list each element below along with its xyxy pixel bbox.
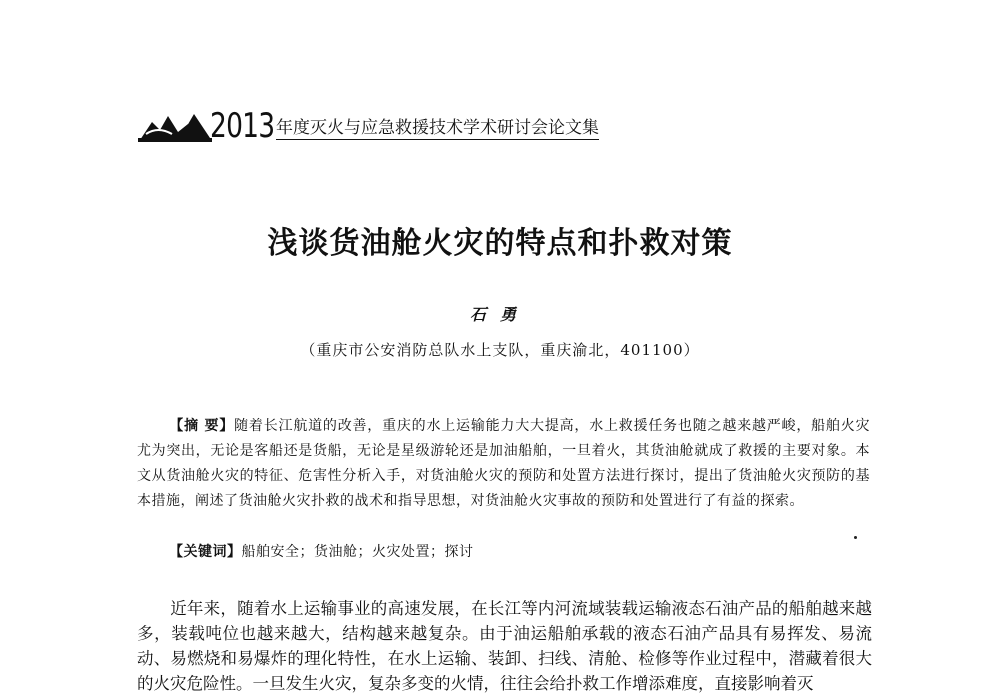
header-year: 2013 (210, 106, 275, 146)
running-header (138, 106, 599, 146)
scan-speck (854, 536, 857, 539)
paper-affiliation: （重庆市公安消防总队水上支队，重庆渝北，401100） (300, 341, 700, 359)
abstract-text: 随着长江航道的改善，重庆的水上运输能力大大提高，水上救援任务也随之越来越严峻，船舶火灾尤为突出，无论是客船还是货船，无论是星级游轮还是加油船舶，一旦着火，其货油舱就成了救援的主要对象。本文从货油舱火灾的特征、危害性分析入手，对货油舱火灾的预防和处置方法进行探讨，提出了货油舱火灾预防的基本措施，阐述了货油舱火灾扑救的战术和指导思想，对货油舱火灾事故的预防和处置进行了有益的探索。 (137, 418, 870, 509)
keywords (169, 540, 869, 565)
abstract (137, 414, 870, 514)
abstract-label: 【摘 要】 (169, 418, 235, 434)
body-paragraph (137, 596, 872, 696)
conference-logo-icon (138, 108, 212, 142)
paper-title: 浅谈货油舱火灾的特点和扑救对策 (267, 226, 733, 261)
keywords-text: 船舶安全；货油舱；火灾处置；探讨 (241, 544, 474, 560)
keywords-label: 【关键词】 (169, 544, 242, 560)
body-paragraph-text: 近年来，随着水上运输事业的高速发展，在长江等内河流域装载运输液态石油产品的船舶越来越多，装载吨位也越来越大，结构越来越复杂。由于油运船舶承载的液态石油产品具有易挥发、易流动、易燃烧和易爆炸的理化特性，在水上运输、装卸、扫线、清舱、检修等作业过程中，潜藏着很大的火灾危险性。一旦发生火灾，复杂多变的火情，往往会给扑救工作增添难度，直接影响着灭 (137, 599, 872, 693)
header-conference-title: 年度灭火与应急救援技术学术研讨会论文集 (276, 118, 599, 138)
paper-author: 石勇 (469, 305, 530, 324)
